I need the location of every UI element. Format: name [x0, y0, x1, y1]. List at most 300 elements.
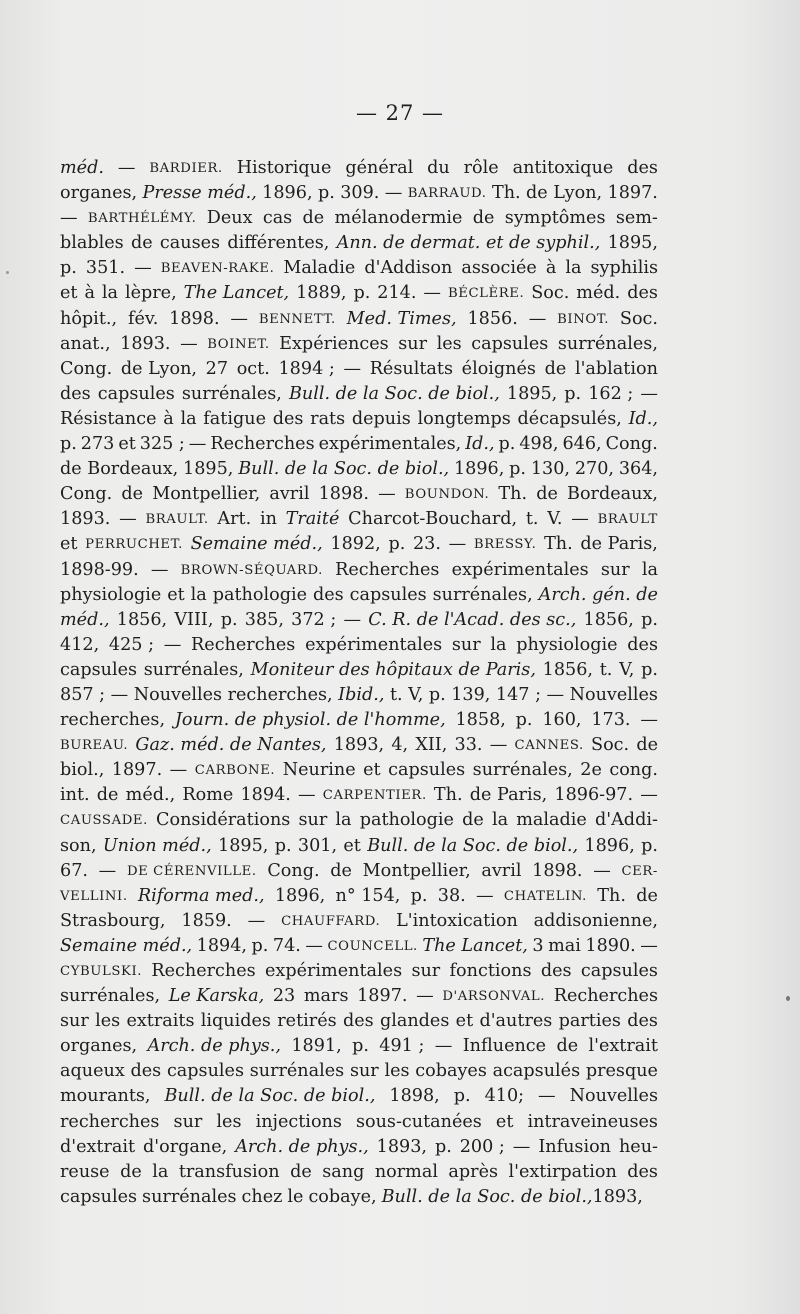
- text-segment: —: [640, 710, 658, 731]
- text-segment: p.: [428, 684, 446, 705]
- text-segment: 1898.: [318, 484, 369, 505]
- text-segment: —: [134, 258, 152, 279]
- publication-title: Le Karska,: [168, 986, 265, 1007]
- text-segment: de: [120, 1161, 142, 1182]
- text-segment: aqueux: [60, 1061, 125, 1082]
- text-segment: et: [60, 283, 78, 304]
- text-segment: —: [247, 910, 266, 931]
- text-segment: de: [636, 885, 658, 906]
- text-segment: Deux: [206, 208, 253, 229]
- text-segment: capsules: [580, 961, 658, 981]
- publication-title: The Lancet,: [183, 283, 290, 304]
- text-segment: de: [462, 810, 484, 831]
- text-segment: —: [640, 383, 658, 404]
- publication-title: Arch. gén. de: [538, 584, 658, 605]
- text-segment: 1898-99.: [60, 559, 139, 580]
- text-segment: 273: [80, 434, 115, 455]
- text-line: [60, 1084, 658, 1109]
- text-segment: t.: [599, 659, 613, 680]
- author-name: CHATELIN.: [503, 888, 587, 904]
- text-segment: 1895,: [607, 233, 658, 254]
- page-number: — 27 —: [355, 101, 445, 125]
- text-segment: 1893,: [592, 1186, 643, 1207]
- author-name: VELLINI.: [60, 888, 128, 904]
- text-segment: mélanodermie: [334, 208, 463, 229]
- text-segment: fév.: [127, 308, 159, 329]
- bibliography-text: [60, 156, 658, 1210]
- text-segment: 1896,: [584, 835, 635, 856]
- text-segment: p.: [564, 383, 582, 404]
- text-segment: de Paris,: [469, 785, 548, 806]
- text-segment: —: [512, 1136, 531, 1157]
- text-segment: d'extrait: [60, 1136, 136, 1157]
- text-line: [60, 884, 658, 909]
- text-segment: p.: [60, 258, 77, 279]
- text-segment: avril: [481, 860, 522, 881]
- author-name: CAUSSADE.: [60, 813, 148, 829]
- text-segment: —: [110, 684, 129, 705]
- text-line: [60, 256, 658, 281]
- text-segment: des: [627, 1161, 658, 1182]
- text-segment: t.: [389, 684, 403, 705]
- publication-title: Journ. de physiol. de l'homme,: [174, 710, 446, 731]
- text-segment: des: [130, 1061, 162, 1082]
- text-segment: la: [335, 810, 352, 831]
- text-segment: extraits: [126, 1011, 195, 1032]
- text-segment: Th.: [498, 484, 528, 505]
- text-segment: la: [190, 584, 207, 605]
- text-segment: cong.: [609, 760, 658, 781]
- text-segment: 1856,: [116, 609, 168, 630]
- text-segment: 38.: [437, 885, 466, 906]
- text-segment: 491 ;: [379, 1036, 425, 1057]
- text-line: [60, 231, 658, 256]
- text-segment: —: [163, 634, 182, 655]
- text-segment: presque: [585, 1061, 658, 1082]
- text-line: [60, 482, 658, 507]
- text-segment: p.: [317, 183, 335, 204]
- text-line: [60, 532, 658, 557]
- text-segment: et: [60, 534, 78, 555]
- publication-title: Arch. de phys.,: [147, 1036, 281, 1057]
- publication-title: Bull. de la Soc. de biol.,: [288, 383, 500, 404]
- text-segment: sur: [600, 559, 630, 580]
- text-segment: —: [640, 935, 658, 956]
- text-segment: p.: [410, 885, 428, 906]
- text-segment: —: [60, 208, 78, 229]
- text-segment: la: [152, 1161, 169, 1182]
- text-segment: 1896,: [274, 885, 326, 906]
- text-segment: des: [627, 158, 658, 178]
- text-segment: normal: [374, 1161, 438, 1182]
- text-segment: de Paris,: [580, 534, 658, 555]
- text-segment: 1896,: [262, 183, 313, 204]
- text-segment: et: [343, 835, 361, 856]
- text-segment: la: [641, 559, 658, 580]
- text-segment: reuse: [60, 1161, 110, 1182]
- text-line: [60, 407, 658, 432]
- text-segment: 1858,: [455, 710, 506, 731]
- text-segment: liquides: [200, 1011, 271, 1032]
- text-segment: —: [343, 609, 362, 630]
- text-segment: 1897.: [607, 183, 658, 204]
- text-segment: cas: [262, 208, 293, 229]
- author-name: BARDIER.: [149, 161, 223, 176]
- text-segment: symptômes: [504, 208, 606, 229]
- text-line: [60, 934, 658, 959]
- publication-title: Bull. de la Soc. de biol.,: [381, 1186, 593, 1207]
- text-segment: fatigue: [203, 408, 266, 429]
- text-segment: p.: [641, 609, 658, 630]
- text-segment: —: [416, 986, 434, 1007]
- publication-title: Semaine méd.,: [190, 534, 323, 555]
- text-segment: 1891,: [291, 1036, 342, 1057]
- text-segment: antitoxique: [512, 158, 614, 178]
- text-segment: 1897.: [357, 986, 408, 1007]
- text-segment: des: [627, 283, 658, 304]
- text-segment: de: [536, 484, 558, 505]
- text-segment: 130,: [530, 459, 570, 480]
- text-line: [60, 708, 658, 733]
- text-segment: syphilis: [590, 258, 658, 279]
- text-segment: Nouvelles: [133, 684, 223, 705]
- text-segment: —: [571, 509, 589, 530]
- text-segment: de: [330, 860, 352, 881]
- publication-title: Riforma med.,: [137, 885, 265, 906]
- text-segment: Th.: [597, 885, 626, 906]
- text-segment: pathologie: [359, 810, 454, 831]
- text-segment: 1893,: [333, 735, 385, 756]
- text-segment: p.: [641, 835, 658, 856]
- text-segment: Recherches: [191, 634, 296, 655]
- publication-title: méd.,: [60, 609, 110, 630]
- text-segment: les: [384, 1061, 410, 1082]
- text-segment: d'Addi-: [595, 810, 658, 831]
- text-segment: Th.: [544, 534, 573, 555]
- text-segment: p.: [434, 1136, 452, 1157]
- text-line: [60, 357, 658, 382]
- text-segment: Nouvelles: [569, 684, 658, 705]
- text-segment: p.: [388, 534, 406, 555]
- text-segment: à: [545, 258, 557, 279]
- author-name: BENNETT.: [258, 311, 336, 327]
- text-segment: 1890.: [585, 935, 636, 956]
- text-line: [60, 758, 658, 783]
- text-segment: différentes,: [227, 233, 330, 254]
- text-segment: l'extrait: [588, 1036, 658, 1057]
- text-segment: 646,: [562, 434, 602, 455]
- text-segment: 4,: [391, 735, 409, 756]
- text-segment: 1856,: [542, 659, 594, 680]
- text-segment: injections: [255, 1111, 342, 1132]
- author-name: BRESSY.: [473, 537, 537, 553]
- text-line: [60, 658, 658, 683]
- text-segment: 1898.: [169, 308, 220, 329]
- publication-title: Id.,: [628, 408, 658, 429]
- text-segment: 1895,: [218, 835, 269, 856]
- text-segment: 23: [272, 986, 296, 1007]
- text-segment: —: [528, 308, 547, 329]
- publication-title: méd.: [60, 158, 104, 178]
- text-segment: de Lyon,: [120, 358, 198, 379]
- text-segment: recherches,: [60, 710, 166, 731]
- text-line: [60, 1160, 658, 1185]
- text-segment: p.: [352, 1036, 369, 1057]
- author-name: CANNES.: [514, 738, 584, 754]
- text-segment: 1893.: [120, 333, 171, 354]
- text-segment: 1898.: [532, 860, 583, 881]
- text-line: [60, 608, 658, 633]
- text-segment: la: [565, 258, 582, 279]
- text-segment: expérimentales,: [318, 434, 462, 455]
- text-segment: mourants,: [60, 1086, 151, 1107]
- text-segment: des: [60, 383, 91, 404]
- text-segment: 270,: [574, 459, 614, 480]
- text-segment: —: [117, 158, 136, 178]
- text-segment: Charcot-Bouchard,: [348, 509, 518, 530]
- text-segment: —: [150, 559, 169, 580]
- text-segment: p.: [274, 835, 292, 856]
- publication-title: Ibid.,: [338, 684, 385, 705]
- text-segment: son,: [60, 835, 97, 856]
- text-segment: expérimentales: [265, 961, 403, 981]
- text-line: [60, 1059, 658, 1084]
- text-segment: fonctions: [449, 961, 532, 981]
- text-segment: méd.,: [125, 785, 176, 806]
- text-segment: 1856,: [583, 609, 634, 630]
- text-line: [60, 206, 658, 231]
- text-segment: Influence: [462, 1036, 547, 1057]
- text-segment: rôle: [463, 158, 499, 178]
- text-segment: V.: [547, 509, 563, 530]
- text-segment: —: [640, 785, 658, 806]
- text-segment: 1892,: [330, 534, 381, 555]
- text-segment: de: [636, 735, 658, 756]
- text-line: [60, 859, 658, 884]
- text-segment: Cong.: [605, 434, 658, 455]
- text-segment: 1898,: [389, 1086, 440, 1107]
- text-segment: l'ablation: [574, 358, 658, 379]
- text-segment: 1859.: [181, 910, 232, 931]
- publication-title: Presse méd.,: [142, 183, 257, 204]
- text-segment: int.: [60, 785, 90, 806]
- text-segment: 1896,: [453, 459, 505, 480]
- author-name: BRAULT.: [145, 512, 209, 528]
- text-line: [60, 281, 658, 306]
- text-segment: Historique: [236, 158, 332, 178]
- text-segment: n° 154,: [335, 885, 401, 906]
- text-segment: 372 ;: [291, 609, 337, 630]
- text-segment: sur: [173, 1111, 203, 1132]
- text-segment: à: [163, 408, 174, 429]
- text-segment: Recherches: [335, 559, 440, 580]
- text-segment: capsules: [471, 333, 549, 354]
- publication-title: Ann. de dermat. et de syphil.,: [336, 233, 601, 254]
- paper-speck: [786, 996, 790, 1001]
- text-segment: Considérations: [156, 810, 291, 831]
- text-segment: Th.: [491, 183, 521, 204]
- text-segment: surrénales,: [557, 333, 658, 354]
- text-segment: —: [180, 333, 198, 354]
- publication-title: Arch. de phys.,: [235, 1136, 369, 1157]
- text-segment: Soc.: [591, 735, 630, 756]
- text-segment: physiologie: [60, 584, 162, 605]
- publication-title: Moniteur des hôpitaux de Paris,: [250, 659, 536, 680]
- text-segment: Cong.: [60, 484, 113, 505]
- author-name: COUNCELL.: [327, 938, 418, 954]
- text-segment: glandes: [379, 1011, 450, 1032]
- text-segment: p.: [353, 283, 371, 304]
- author-name: BOINET.: [207, 336, 270, 352]
- text-segment: t.: [525, 509, 539, 530]
- text-segment: 1894.: [240, 785, 291, 806]
- text-segment: surrénales,: [432, 584, 533, 605]
- text-segment: les: [216, 1111, 242, 1132]
- text-segment: la: [491, 810, 509, 831]
- text-segment: sur: [398, 333, 428, 354]
- text-segment: 1893.: [60, 509, 111, 530]
- text-segment: des: [540, 961, 572, 981]
- text-segment: Art.: [217, 509, 252, 530]
- text-segment: —: [378, 484, 396, 505]
- text-segment: in: [259, 509, 277, 530]
- text-segment: sur: [451, 634, 481, 655]
- text-segment: Nouvelles: [569, 1086, 658, 1107]
- text-segment: de: [556, 1036, 579, 1057]
- text-segment: mars: [303, 986, 349, 1007]
- text-segment: Recherches: [210, 434, 315, 455]
- text-segment: —: [119, 509, 137, 530]
- text-segment: cobaye,: [308, 1186, 377, 1207]
- author-name: BARRAUD.: [407, 186, 487, 202]
- text-segment: associée: [461, 258, 537, 279]
- text-segment: de: [472, 208, 495, 229]
- text-segment: capsules: [60, 1186, 138, 1207]
- text-segment: sur: [60, 1011, 89, 1032]
- text-line: [60, 457, 658, 482]
- text-segment: causes: [159, 233, 221, 254]
- text-segment: 1896-97.: [554, 785, 634, 806]
- text-segment: L'intoxication: [396, 910, 518, 931]
- author-name: CYBULSKI.: [60, 964, 143, 979]
- text-segment: 74.: [272, 935, 301, 956]
- text-segment: —: [423, 283, 441, 304]
- author-name: CHAUFFARD.: [281, 913, 381, 929]
- text-segment: 1895,: [183, 459, 234, 480]
- text-segment: Expériences: [279, 333, 389, 354]
- text-line: [60, 1185, 658, 1210]
- text-segment: Bordeaux,: [567, 484, 658, 505]
- text-segment: Résistance: [60, 408, 157, 429]
- text-segment: Neurine: [282, 760, 356, 781]
- text-line: [60, 558, 658, 583]
- publication-title: Semaine méd.,: [60, 935, 193, 956]
- text-segment: surrénales: [142, 1186, 237, 1207]
- text-segment: de: [130, 233, 153, 254]
- text-segment: organes,: [60, 183, 138, 204]
- text-segment: surrénales,: [60, 986, 161, 1007]
- text-segment: acapsulés: [492, 1061, 581, 1082]
- text-segment: p.: [60, 434, 77, 455]
- text-segment: maladie: [516, 810, 587, 831]
- text-line: [60, 1009, 658, 1034]
- text-segment: 410;: [484, 1086, 525, 1107]
- publication-title: Bull. de la Soc. de biol.,: [164, 1086, 376, 1107]
- text-segment: 200 ;: [459, 1136, 505, 1157]
- text-segment: addisonienne,: [533, 910, 658, 931]
- text-segment: de: [544, 358, 567, 379]
- text-segment: —: [489, 735, 508, 756]
- text-segment: capsules: [60, 659, 138, 680]
- text-line: [60, 1034, 658, 1059]
- text-segment: Recherches: [151, 961, 256, 981]
- text-segment: oct.: [236, 358, 270, 379]
- text-segment: intraveineuses: [527, 1111, 658, 1132]
- author-name: CER-: [621, 863, 658, 879]
- text-segment: 425 ;: [108, 634, 155, 655]
- text-line: [60, 307, 658, 332]
- text-segment: depuis: [351, 408, 411, 429]
- publication-title: Gaz. méd. de Nantes,: [135, 735, 327, 756]
- text-segment: organes,: [60, 1036, 138, 1057]
- text-segment: des: [312, 584, 344, 605]
- text-segment: 1894 ;: [278, 358, 335, 379]
- text-segment: sur: [349, 1061, 379, 1082]
- text-segment: V,: [619, 659, 635, 680]
- text-segment: retirés: [277, 1011, 337, 1032]
- publication-title: The Lancet,: [422, 935, 528, 956]
- text-segment: chez: [241, 1186, 283, 1207]
- text-segment: parties: [558, 1011, 621, 1032]
- text-segment: de Bordeaux,: [60, 459, 179, 480]
- text-segment: p.: [251, 935, 269, 956]
- text-segment: heu-: [618, 1136, 658, 1157]
- author-name: BÉCLÈRE.: [447, 286, 525, 302]
- text-segment: 1895,: [506, 383, 558, 404]
- author-name: BINOT.: [557, 311, 610, 327]
- text-segment: 1893,: [376, 1136, 427, 1157]
- text-segment: mai: [548, 935, 581, 956]
- text-segment: 351.: [85, 258, 126, 279]
- text-segment: —: [169, 760, 188, 781]
- text-segment: recherches: [60, 1111, 160, 1132]
- text-segment: 23.: [412, 534, 441, 555]
- text-segment: 1894,: [196, 935, 248, 956]
- text-segment: méd.: [576, 283, 621, 304]
- text-segment: des: [627, 634, 658, 655]
- publication-title: Union méd.,: [102, 835, 212, 856]
- text-segment: 147 ;: [495, 684, 541, 705]
- text-segment: expérimentales: [451, 559, 589, 580]
- text-segment: sang: [322, 1161, 365, 1182]
- text-segment: rats: [310, 408, 346, 429]
- text-segment: les: [95, 1011, 121, 1032]
- text-segment: 364,: [618, 459, 658, 480]
- text-segment: surrénales,: [181, 383, 282, 404]
- text-segment: physiologie: [516, 634, 618, 655]
- text-segment: —: [384, 183, 403, 204]
- author-name: BEAVEN-RAKE.: [160, 261, 275, 277]
- text-segment: p.: [453, 1086, 471, 1107]
- text-segment: —: [188, 434, 207, 455]
- text-segment: 1889,: [296, 283, 347, 304]
- text-segment: —: [546, 684, 565, 705]
- text-segment: de: [96, 785, 119, 806]
- text-segment: surrénales,: [143, 659, 244, 680]
- text-line: [60, 507, 658, 532]
- text-segment: capsules: [349, 584, 427, 605]
- author-name: BUREAU.: [60, 738, 129, 754]
